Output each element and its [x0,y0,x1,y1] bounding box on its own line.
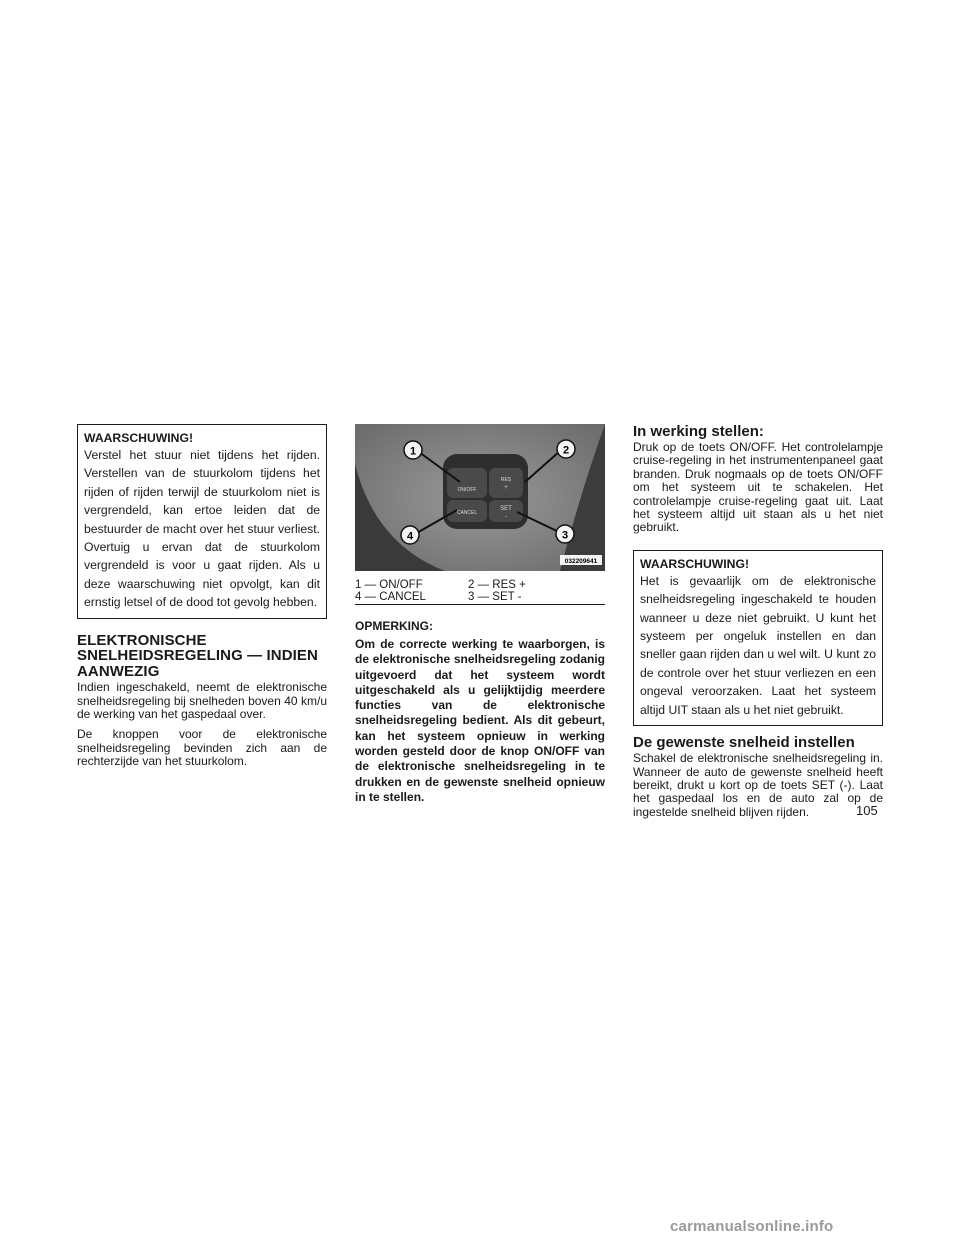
callout-4 [401,526,419,544]
legend-item-set: 3 — SET - [468,591,522,603]
svg-text:4: 4 [406,530,414,543]
res-button-label: RES [500,477,512,483]
activate-paragraph: Druk op de toets ON/OFF. Het controlelampje cruise-regeling in het instrumentenpaneel gaat branden. Druk nogmaals op de toets ON/OFF om het systeem uit te schakelen. Het controlelampje cruise-regeling gaat uit. Laat het systeem altijd uit staan als u het niet gebruikt. [633,440,883,535]
note-text: Om de correcte werking te waarborgen, is de elektronische snelheidsregeling zodanig uitgevoerd dat het systeem wordt uitgeschakeld als u gelijktijdig meerdere functies van de elektronische snelheidsregeling bedient. Als dit gebeurt, kan het systeem opnieuw in werking worden gesteld door de knop ON/OFF van de elektronische snelheidsregeling in te drukken en de gewenste snelheid opnieuw in te stellen. [355,637,605,804]
set-speed-heading: De gewenste snelheid instellen [633,734,855,752]
right-column [633,424,883,826]
onoff-button-label: ON/OFF [457,487,477,493]
activate-heading: In werking stellen: [633,423,764,440]
warning-title: WAARSCHUWING! [640,556,749,571]
middle-column [355,424,605,805]
cruise-warning-box [633,550,883,726]
steering-wheel-buttons-illustration [355,424,605,571]
footer-watermark: carmanualsonline.info [670,1218,834,1235]
left-column [77,424,327,776]
set-button-label: SET [500,506,512,512]
warning-text: Het is gevaarlijk om de elektronische snelheidsregeling ingeschakeld te houden wanneer u deze niet gebruikt. U kunt het systeem per ongeluk instellen en dan sneller gaan rijden dan u wel wilt. U kunt zo de controle over het stuur verliezen en een ongeval veroorzaken. Laat het systeem altijd UIT staan als u het niet gebruikt. [640,573,876,717]
figure-legend [355,579,605,605]
cruise-control-figure [355,424,605,571]
page-number: 105 [856,803,878,818]
svg-text:1: 1 [409,445,417,458]
legend-item-onoff: 1 — ON/OFF [355,579,423,591]
callout-3 [556,525,574,543]
set-speed-paragraph: Schakel de elektronische snelheidsregeling in. Wanneer de auto de gewenste snelheid heeft bereikt, drukt u kort op de toets SET (-). Laat het gaspedaal los en de auto zal op de ingestelde snelheid blijven rijden. [633,751,883,819]
legend-item-res: 2 — RES + [468,579,526,591]
legend-item-cancel: 4 — CANCEL [355,591,426,603]
set-minus-sign: - [505,514,507,520]
warning-title: WAARSCHUWING! [84,431,193,445]
cruise-control-heading: ELEKTRONISCHE SNELHEIDSREGELING — INDIEN AANWEZIG [77,631,318,680]
callout-2 [557,440,575,458]
legend-row [355,591,605,603]
cancel-button-label: CANCEL [456,510,478,516]
cruise-intro-paragraph: Indien ingeschakeld, neemt de elektronische snelheidsregeling bij snelheden boven 40 km/u de werking van het gaspedaal over. [77,680,327,721]
figure-code: 032209641 [564,558,598,565]
warning-text: Verstel het stuur niet tijdens het rijden. Verstellen van de stuurkolom tijdens het rijden of rijden terwijl de stuurkolom niet is vergrendeld, kan ertoe leiden dat de bestuurder de macht over het stuur verliest. Overtuig u ervan dat de stuurkolom vergrendeld is voor u gaat rijden. Als u deze waarschuwing niet opvolgt, kan dit ernstig letsel of de dood tot gevolg hebben. [84,448,320,610]
note-title: OPMERKING: [355,619,433,633]
steering-warning-box [77,424,327,619]
callout-1 [404,441,422,459]
svg-text:2: 2 [562,444,570,457]
svg-text:3: 3 [561,529,569,542]
legend-row [355,579,605,591]
res-plus-sign: + [504,485,508,491]
cruise-buttons-location-paragraph: De knoppen voor de elektronische snelheidsregeling bevinden zich aan de rechterzijde van het stuurkolom. [77,727,327,769]
